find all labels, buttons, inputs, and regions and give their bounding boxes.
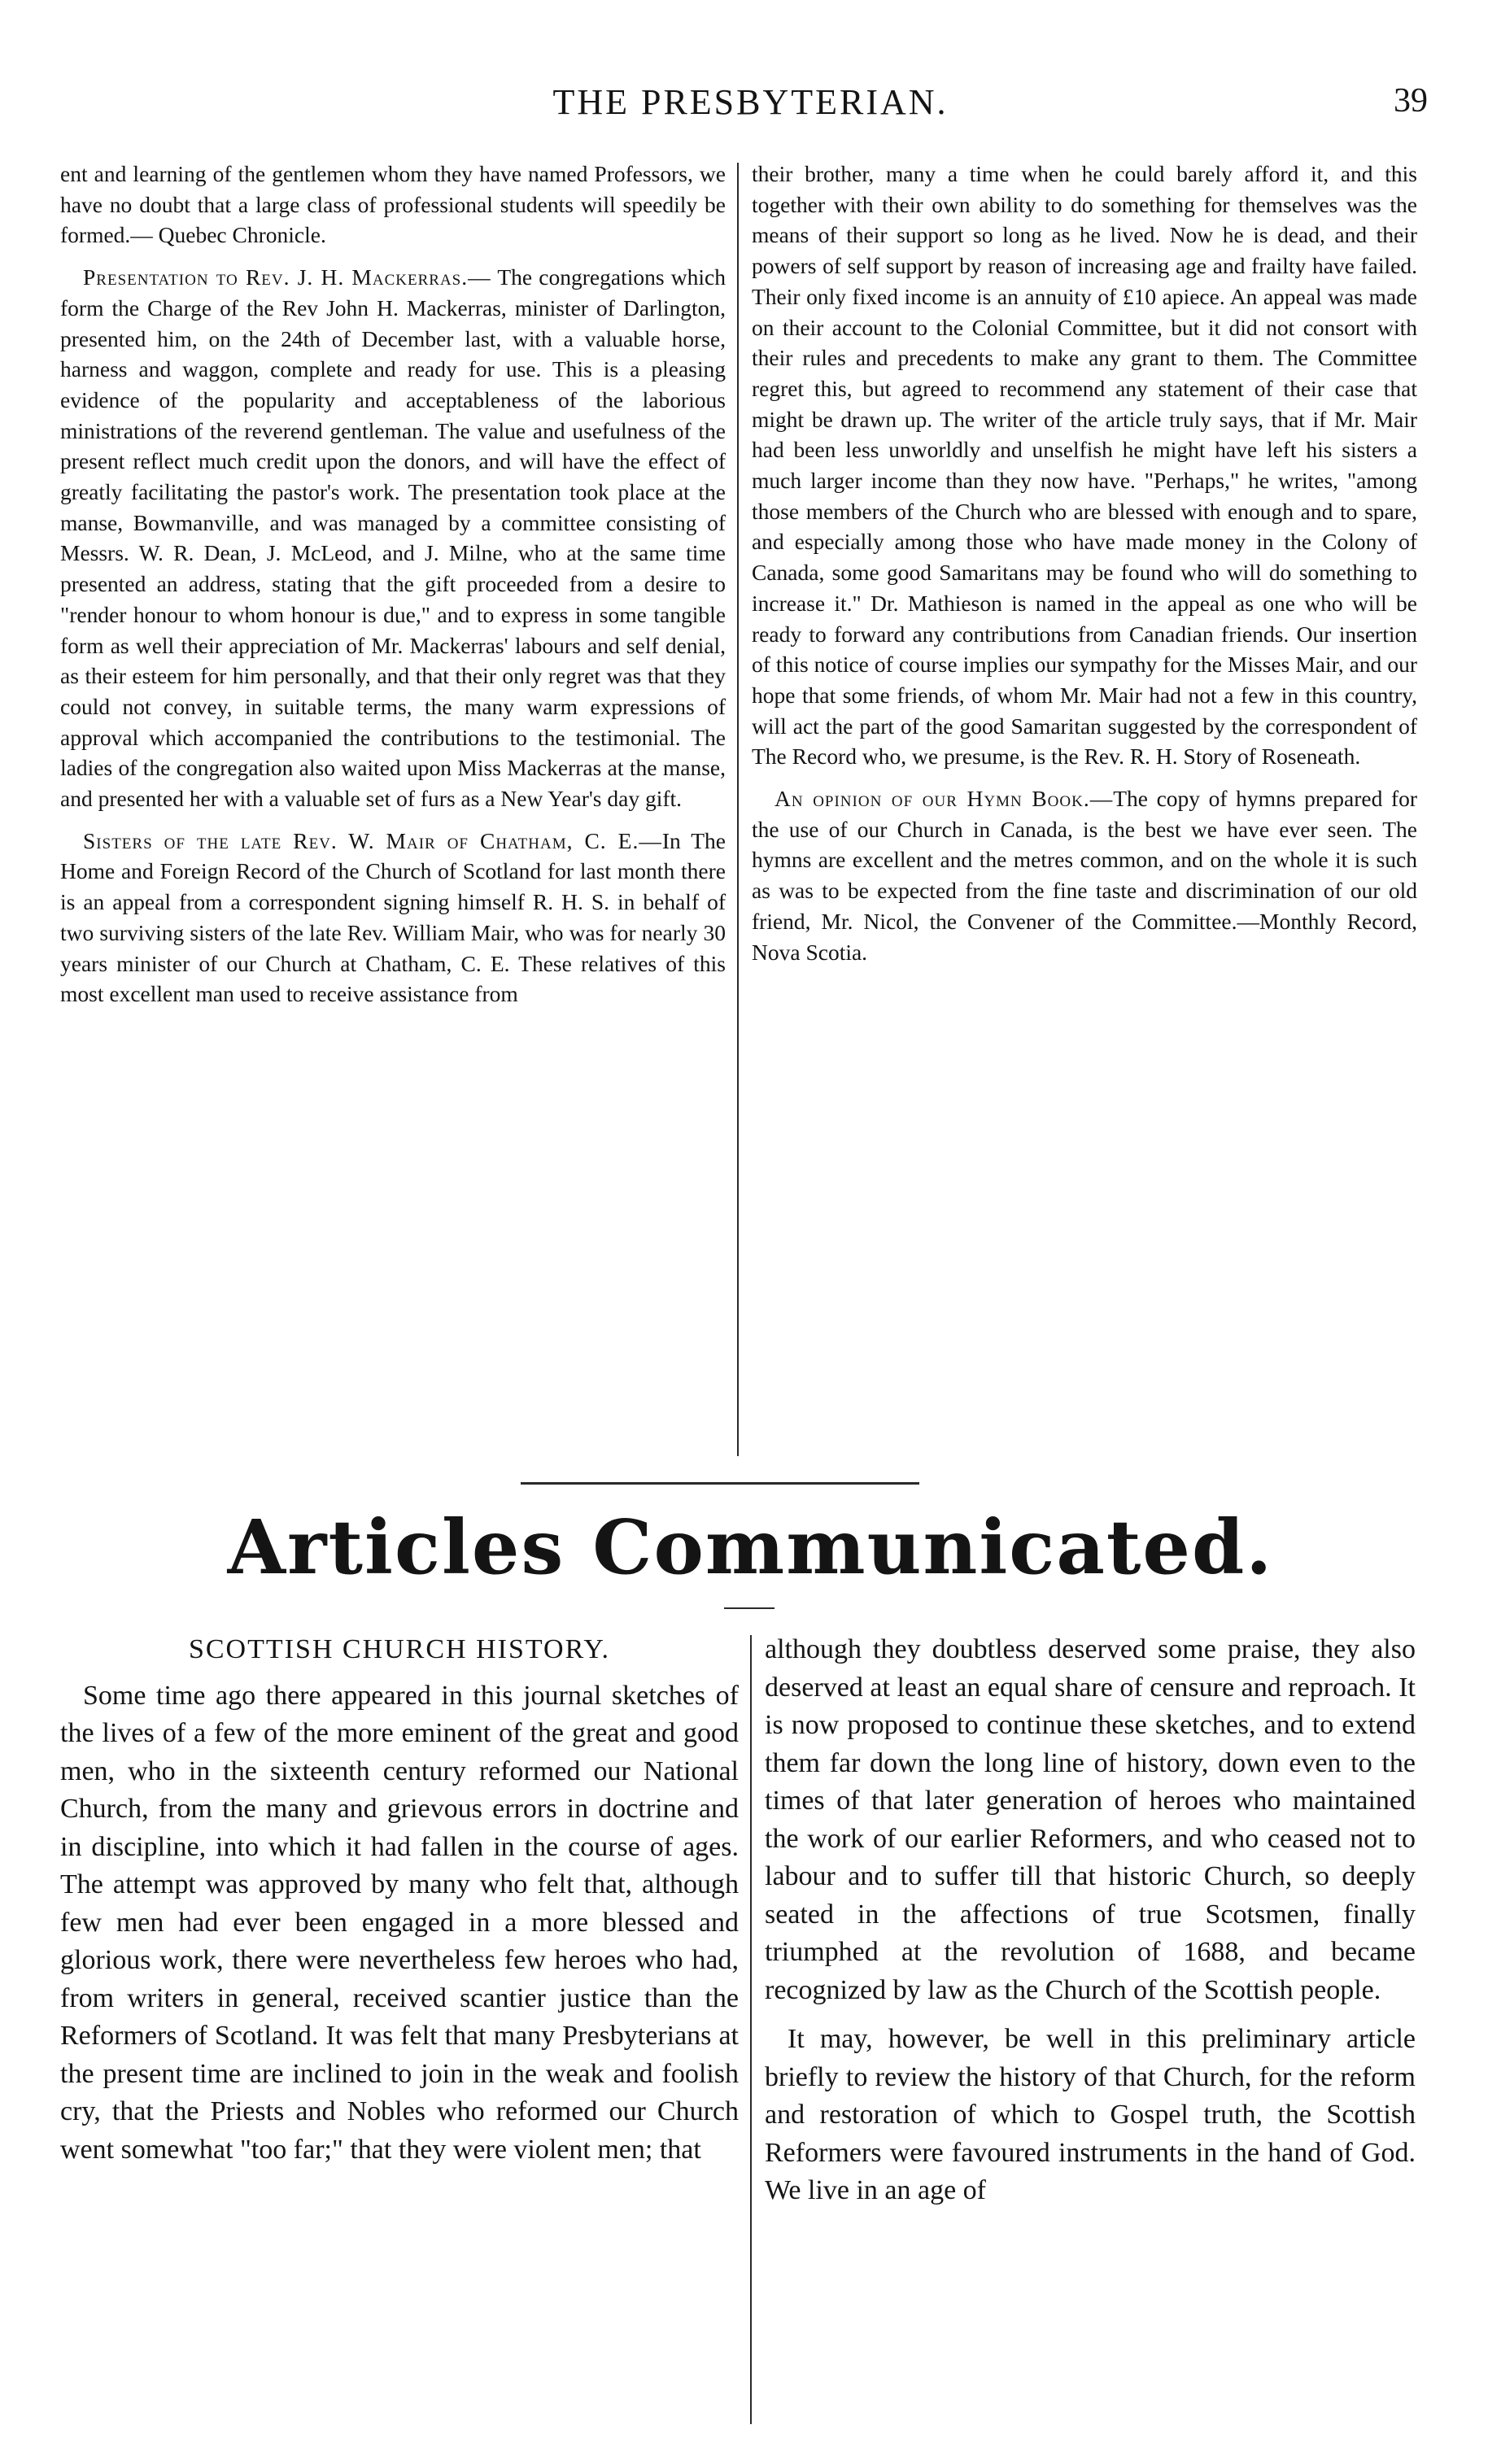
paragraph-body: The congregations which form the Charge of the Rev John H. Mackerras, minister of Darlington, presented him, on the 24th of December last, with a valuable horse, harness and waggon, complete and ready for use. This is a pleasing evidence of the popularity and acceptableness of the laborious ministrations of the reverend gentleman. The value and usefulness of the present reflect much credit upon the donors, and will have the effect of greatly facilitating the pastor's work. The presentation took place at the manse, Bowmanville, and was managed by a committee consisting of Messrs. W. R. Dean, J. McLeod, and J. Milne, who at the same time presented an address, stating that the gift proceeded from a desire to "render honour to whom honour is due," and to express in some tangible form as well their appreciation of Mr. Mackerras' labours and self denial, as their esteem for him personally, and that their only regret was that they could not convey, in suitable terms, the many warm expressions of approval which accompanied the contributions to the testimonial. The ladies of the congregation also waited upon Miss Mackerras at the manse, and presented her with a valuable set of furs as a New Year's day gift. <box>60 264 726 812</box>
section-heading: Articles Communicated. <box>227 1503 1274 1591</box>
paragraph-lead: An opinion of our Hymn Book.— <box>774 786 1114 812</box>
paragraph-hymn-book <box>752 783 1417 967</box>
paragraph-body: The copy of hymns prepared for the use of our Church in Canada, is the best we have ever seen. The hymns are excellent and the metres common, and on the whole it is such as was to be expected from the fine taste and discrimination of our old friend, Mr. Nicol, the Convener of the Committee.—Monthly Record, Nova Scotia. <box>752 786 1417 965</box>
paragraph-lead: Sisters of the late Rev. W. Mair of Chatham, C. E.— <box>83 827 662 853</box>
column-divider-top <box>737 163 739 1456</box>
paragraph-mair-sisters <box>60 826 726 1010</box>
paragraph-review: It may, however, be well in this preliminary article briefly to review the history of that Church, for the reform and restoration of which to Gospel truth, the Scottish Reformers were favoured instruments in the hand of God. We live in an age of <box>765 2024 1416 2205</box>
column-divider-bottom <box>750 1635 752 2424</box>
paragraph-lead: Presentation to Rev. J. H. Mackerras.— <box>83 264 491 290</box>
page-number: 39 <box>1394 82 1428 120</box>
paragraph-continuation: ent and learning of the gentlemen whom they have named Professors, we have no doubt that a large class of professional students will speedily be formed.— Quebec Chronicle. <box>60 161 726 248</box>
article-title: SCOTTISH CHURCH HISTORY. <box>188 1634 611 1664</box>
paragraph-continuation: their brother, many a time when he could barely afford it, and this together with their own ability to do something for themselves was the means of their support so long as he lived. Now he is dead, and their powers of self support by reason of increasing age and frailty have failed. Their only fixed income is an annuity of £10 apiece. An appeal was made on their account to the Colonial Committee, but it did not consort with their rules and precedents to make any grant to them. The Committee regret this, but agreed to recommend any statement of their case that might be drawn up. The writer of the article truly says, that if Mr. Mair had been less unworldly and unselfish he might have left his sisters a much larger income than they now have. "Perhaps," he writes, "among those members of the Church who are blessed with enough and to spare, and especially among those who have made money in the Colony of Canada, some good Samaritans may be found who will do something to increase it." Dr. Mathieson is named in the appeal as one who will be ready to forward any contributions from Canadian friends. Our insertion of this notice of course implies our sympathy for the Misses Mair, and our hope that some friends, of whom Mr. Mair had not a few in this country, will act the part of the good Samaritan suggested by the correspondent of The Record who, we presume, is the Rev. R. H. Story of Roseneath. <box>752 161 1417 770</box>
paragraph-continuation: although they doubtless deserved some praise, they also deserved at least an equal share of censure and reproach. It is now proposed to continue these sketches, and to extend them far down the long line of history, down even to the times of that later generation of heroes who maintained the work of our earlier Reformers, and who ceased not to labour and to suffer till that historic Church, so deeply seated in the affections of true Scotsmen, finally triumphed at the revolution of 1688, and became recognized by law as the Church of the Scottish people. <box>765 1634 1416 2005</box>
column-top-right <box>752 159 1417 967</box>
paragraph-intro: Some time ago there appeared in this journal sketches of the lives of a few of the more eminent of the great and good men, who in the sixteenth century reformed our National Church, from the many and grievous errors in doctrine and in discipline, into which it had fallen in the course of ages. The attempt was approved by many who felt that, although few men had ever been engaged in a more blessed and glorious work, there were nevertheless few heroes who had, from writers in general, received scantier justice than the Reformers of Scotland. It was felt that many Presbyterians at the present time are inclined to join in the weak and foolish cry, that the Priests and Nobles who reformed our Church went somewhat "too far;" that they were violent men; that <box>60 1680 739 2165</box>
column-bottom-right <box>765 1631 1416 2210</box>
running-head <box>49 81 1452 130</box>
paragraph-mackerras <box>60 262 726 814</box>
heading-underline <box>724 1607 774 1609</box>
paragraph-body: In The Home and Foreign Record of the Church of Scotland for last month there is an appeal from a correspondent signing himself R. H. S. in behalf of two surviving sisters of the late Rev. William Mair, who was for nearly 30 years minister of our Church at Chatham, C. E. These relatives of this most excellent man used to receive assistance from <box>60 827 726 1007</box>
column-top-left <box>60 159 726 1010</box>
column-bottom-left <box>60 1631 739 2169</box>
masthead: THE PRESBYTERIAN. <box>552 82 949 122</box>
section-rule <box>521 1482 919 1485</box>
